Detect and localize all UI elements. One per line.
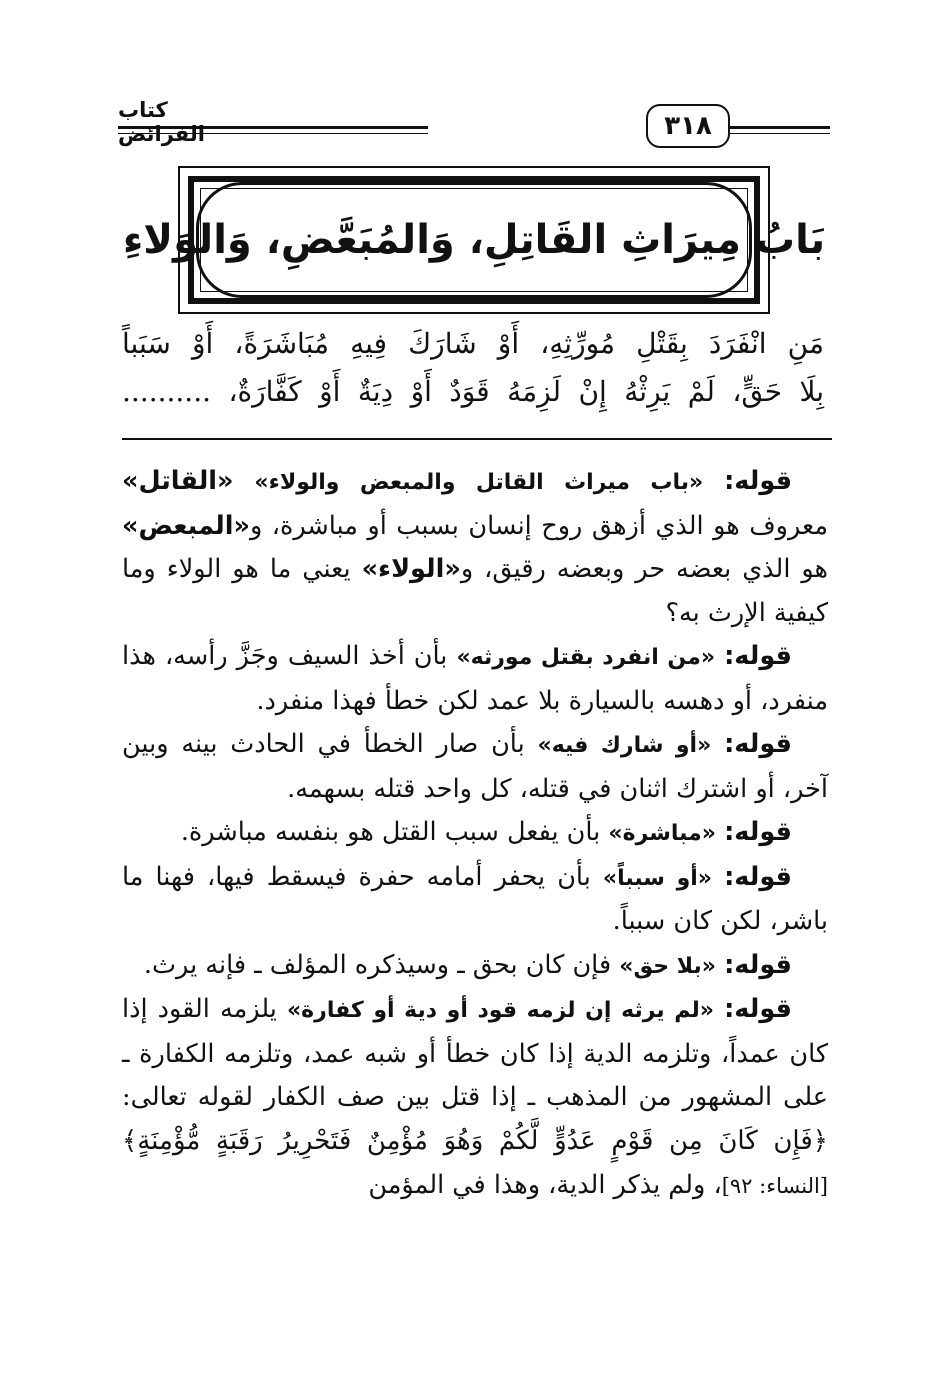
qawluh-label: قوله: xyxy=(724,817,792,847)
qawluh-label: قوله: xyxy=(724,994,792,1024)
commentary-paragraph xyxy=(122,988,828,1209)
commentary-text: يلزمه القود إذا كان عمداً، وتلزمه الدية إذا كان خطأ أو شبه عمد، وتلزمه الكفارة ـ على المشهور من المذهب ـ إذا قتل بين صف الكفار لقوله تعالى: xyxy=(122,994,828,1112)
commentary-paragraph xyxy=(122,856,828,944)
commentary-text: هو الذي بعضه حر وبعضه رقيق، و xyxy=(460,554,829,584)
commentary-text: بأن صار الخطأ في الحادث بينه وبين آخر، أو اشترك اثنان في قتله، كل واحد قتله بسهمه. xyxy=(122,729,828,804)
commentary-paragraph xyxy=(122,460,828,635)
commentary-paragraph xyxy=(122,635,828,723)
quoted-phrase: «أو سبباً» xyxy=(602,865,712,891)
commentary-paragraph xyxy=(122,723,828,811)
quoted-phrase: «لم يرثه إن لزمه قود أو دية أو كفارة» xyxy=(286,998,714,1023)
commentary xyxy=(122,460,828,1209)
commentary-text: بأن يفعل سبب القتل هو بنفسه مباشرة. xyxy=(180,817,609,847)
quran-verse: ﴿فَإِن كَانَ مِن قَوْمٍ عَدُوٍّ لَّكُمْ وَهُوَ مُؤْمِنٌ فَتَحْرِيرُ رَقَبَةٍ مُّؤْمِنَةٍ﴾ xyxy=(122,1125,828,1156)
quoted-phrase: «بلا حق» xyxy=(619,953,716,979)
commentary-paragraph xyxy=(122,811,828,856)
quoted-phrase: «مباشرة» xyxy=(608,821,716,846)
matn-line-1: مَنِ انْفَرَدَ بِقَتْلِ مُورِّثِهِ، أَوْ شَارَكَ فِيهِ مُبَاشَرَةً، أَوْ سَبَباً xyxy=(122,327,824,360)
page-number: ٣١٨ xyxy=(646,104,730,148)
commentary-paragraph xyxy=(122,944,828,989)
qawluh-label: قوله: xyxy=(724,729,792,759)
qawluh-label: قوله: xyxy=(724,466,793,496)
defined-term: «الولاء» xyxy=(361,554,461,584)
verse-reference: [النساء: ٩٢] xyxy=(721,1174,828,1198)
qawluh-label: قوله: xyxy=(724,641,792,671)
qawluh-label: قوله: xyxy=(724,861,792,892)
commentary-text: فإن كان بحق ـ وسيذكره المؤلف ـ فإنه يرث. xyxy=(143,949,620,980)
page-header xyxy=(118,98,830,154)
running-title: كتاب الفرائض xyxy=(118,98,205,146)
defined-term: «القاتل» xyxy=(122,466,234,496)
matn-text xyxy=(122,320,824,416)
section-divider xyxy=(122,438,832,440)
quoted-phrase: «أو شارك فيه» xyxy=(537,733,712,758)
commentary-text: بأن يحفر أمامه حفرة فيسقط فيها، فهنا ما باشر، لكن كان سبباً. xyxy=(122,861,828,936)
matn-line-2: بِلَا حَقٍّ، لَمْ يَرِثْهُ إِنْ لَزِمَهُ قَوَدٌ أَوْ دِيَةٌ أَوْ كَفَّارَةٌ، .......... xyxy=(122,375,824,408)
commentary-text: معروف هو الذي أزهق روح إنسان بسبب أو مباشرة، و xyxy=(249,510,828,541)
commentary-text: يعني ما هو الولاء وما كيفية الإرث به؟ xyxy=(122,554,828,628)
commentary-text: بأن أخذ السيف وجَزَّ رأسه، هذا منفرد، أو دهسه بالسيارة بلا عمد لكن خطأ فهذا منفرد. xyxy=(122,641,828,716)
header-rule-right xyxy=(730,126,830,129)
chapter-title: بَابُ مِيرَاثِ القَاتِلِ، وَالمُبَعَّضِ، وَالوَلاءِ xyxy=(196,182,752,298)
defined-term: «المبعض» xyxy=(122,510,250,541)
commentary-text: ، ولم يذكر الدية، وهذا في المؤمن xyxy=(368,1170,722,1200)
quoted-phrase: «باب ميراث القاتل والمبعض والولاء» xyxy=(254,470,704,495)
qawluh-label: قوله: xyxy=(724,949,792,980)
chapter-title-frame xyxy=(122,166,826,314)
quoted-phrase: «من انفرد بقتل مورثه» xyxy=(456,645,716,670)
